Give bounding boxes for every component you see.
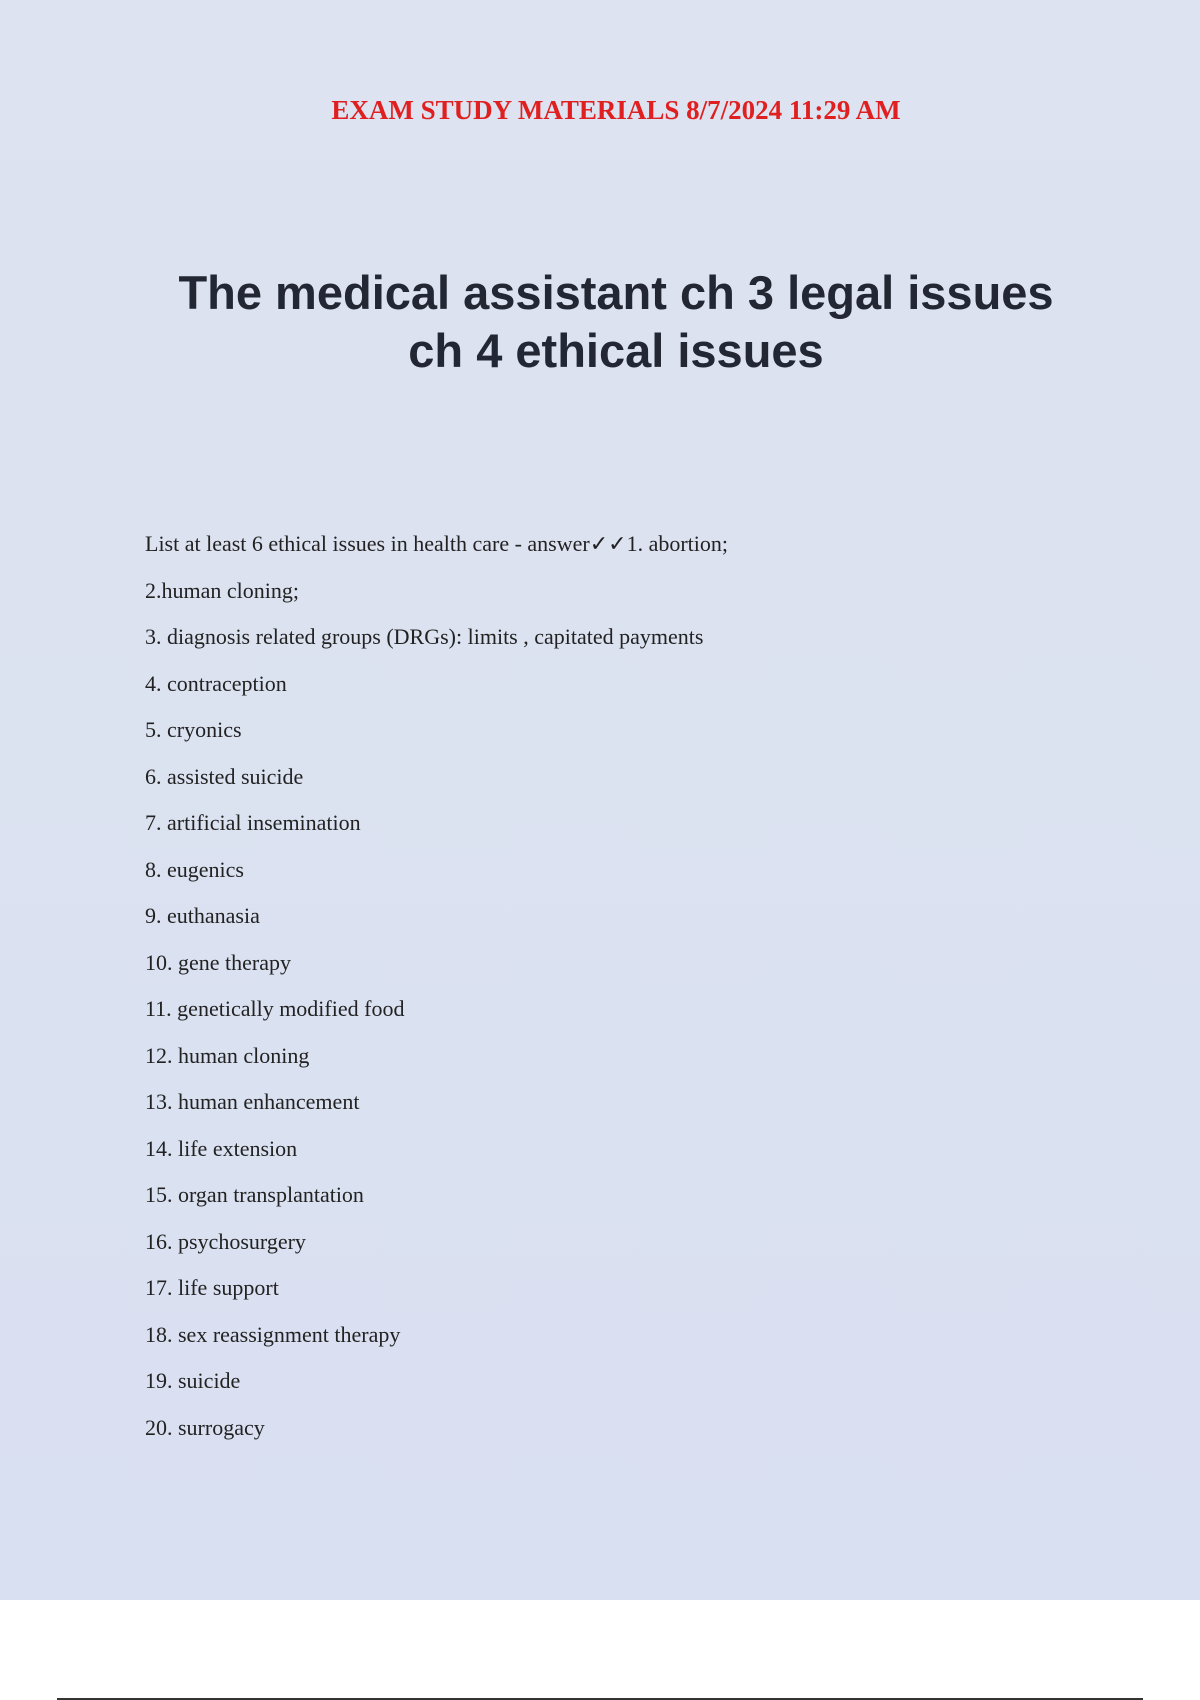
list-item: 4. contraception	[145, 670, 287, 696]
list-item: 9. euthanasia	[145, 903, 260, 928]
title-line-1: The medical assistant ch 3 legal issues	[178, 266, 1054, 319]
list-item: 18. sex reassignment therapy	[145, 1321, 401, 1347]
list-item: 20. surrogacy	[145, 1414, 265, 1440]
title-line-2: ch 4 ethical issues	[408, 324, 824, 377]
list-item: 6. assisted suicide	[145, 763, 304, 789]
list-item: 14. life extension	[145, 1135, 298, 1161]
list-item: 7. artificial insemination	[145, 810, 361, 835]
question-line: List at least 6 ethical issues in health care - answer✓✓1. abortion;	[145, 531, 729, 556]
list-item: 10. gene therapy	[145, 949, 291, 975]
list-item: 3. diagnosis related groups (DRGs): limits , capitated payments	[145, 624, 704, 649]
list-item: 11. genetically modified food	[145, 996, 405, 1021]
list-item: 5. cryonics	[145, 717, 242, 742]
page-title	[100, 264, 1132, 380]
list-item: 19. suicide	[145, 1368, 241, 1393]
list-item: 2.human cloning;	[145, 577, 299, 603]
list-item: 16. psychosurgery	[145, 1228, 306, 1254]
list-item: 13. human enhancement	[145, 1089, 360, 1114]
list-item: 8. eugenics	[145, 856, 244, 882]
list-item: 12. human cloning	[145, 1042, 310, 1068]
list-item: 17. life support	[145, 1275, 279, 1300]
list-item: 15. organ transplantation	[145, 1182, 364, 1207]
answer-content	[145, 528, 1105, 1458]
exam-header: EXAM STUDY MATERIALS 8/7/2024 11:29 AM	[331, 95, 901, 125]
